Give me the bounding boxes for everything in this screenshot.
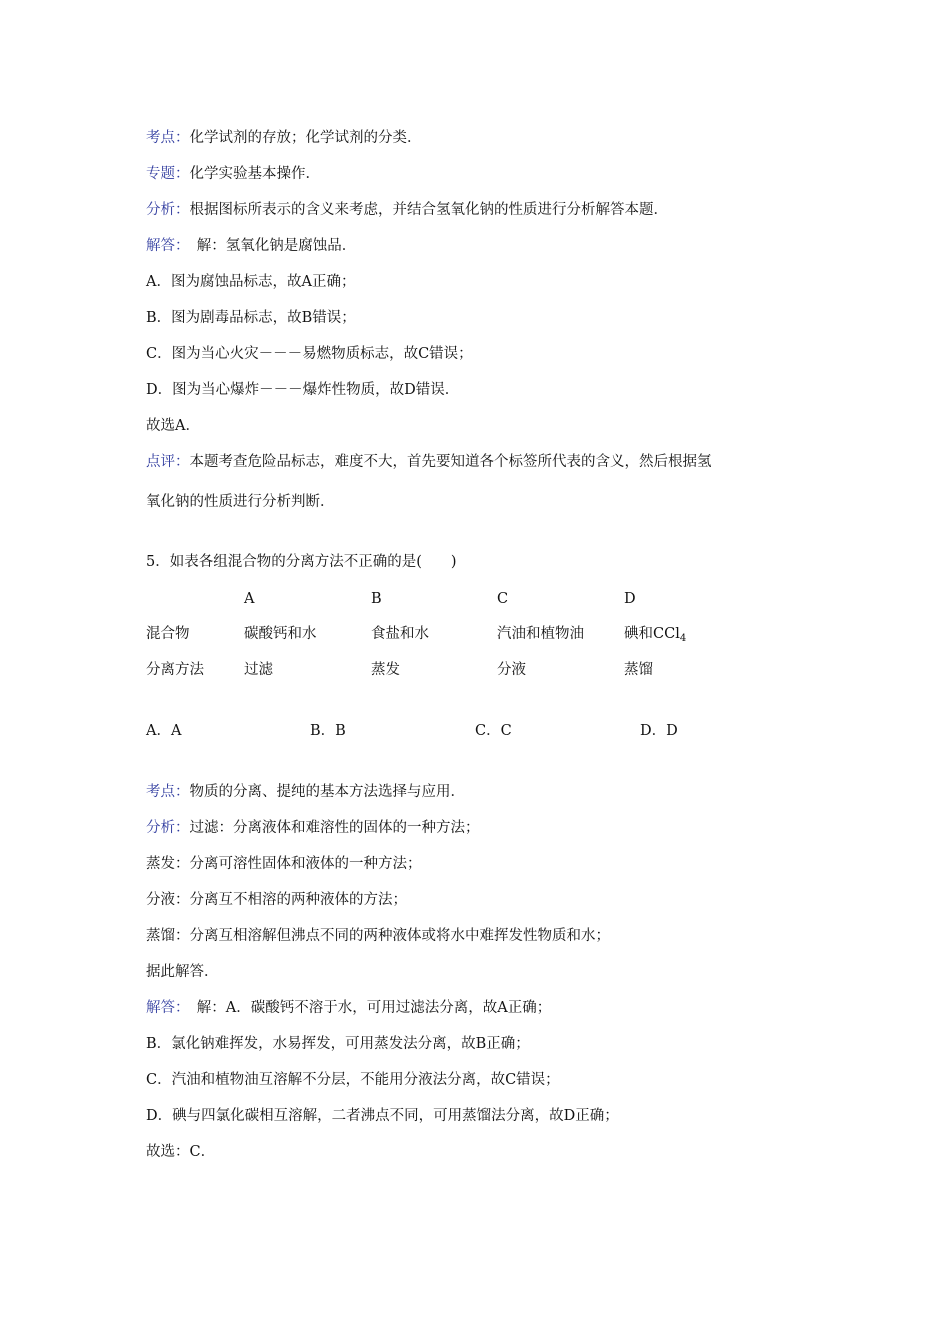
fenxi-text: 根据图标所表示的含义来考虑，并结合氢氧化钠的性质进行分析解答本题． [189, 202, 668, 218]
kaodian-text: 物质的分离、提纯的基本方法选择与应用． [189, 784, 465, 800]
dianping-text: 本题考查危险品标志，难度不大，首先要知道各个标签所代表的含义，然后根据氢 [189, 454, 712, 470]
table-cell: 过滤 [244, 662, 273, 678]
analysis-line: 蒸馏：分离互相溶解但沸点不同的两种液体或将水中难挥发性物质和水； [146, 928, 610, 944]
jieda-text: 解：A．碳酸钙不溶于水，可用过滤法分离，故A正确； [182, 1000, 552, 1016]
table-cell: 分液 [497, 662, 526, 678]
fenxi-label: 分析： [146, 202, 190, 218]
zhuanti-line [146, 164, 320, 184]
jieda-line [146, 236, 356, 256]
answer-line: C．汽油和植物油互溶解不分层，不能用分液法分离，故C错误； [146, 1072, 560, 1088]
answer-line: 故选：C． [146, 1144, 216, 1160]
table-cell: 汽油和植物油 [497, 626, 584, 642]
kaodian-label: 考点： [146, 784, 190, 800]
table-cell: 蒸发 [371, 662, 400, 678]
answer-line: B．氯化钠难挥发，水易挥发，可用蒸发法分离，故B正确； [146, 1036, 530, 1052]
analysis-line: 据此解答． [146, 964, 219, 980]
answer-line: A．图为腐蚀品标志，故A正确； [146, 274, 356, 290]
table-header-d: D [624, 591, 636, 607]
table-cell: 食盐和水 [371, 626, 429, 642]
zhuanti-text: 化学实验基本操作． [189, 166, 320, 182]
row-label-method: 分离方法 [146, 662, 204, 678]
answer-line: C．图为当心火灾－－－易燃物质标志，故C错误； [146, 346, 473, 362]
dianping-label: 点评： [146, 454, 190, 470]
answer-line: D．图为当心爆炸－－－爆炸性物质，故D错误． [146, 382, 460, 398]
table-header-a: A [244, 591, 255, 607]
fenxi-label: 分析： [146, 820, 190, 836]
jieda-label: 解答： [146, 238, 183, 254]
jieda-text: 解：氢氧化钠是腐蚀品． [182, 238, 357, 254]
subscript-4: 4 [679, 633, 687, 644]
table-header-c: C [497, 591, 509, 607]
option-b: B．B [310, 723, 346, 739]
table-cell: 碳酸钙和水 [244, 626, 317, 642]
jieda-line [146, 998, 551, 1018]
fenxi-line [146, 818, 480, 838]
kaodian-label: 考点： [146, 130, 190, 146]
table-cell: 蒸馏 [624, 662, 653, 678]
answer-line: B．图为剧毒品标志，故B错误； [146, 310, 356, 326]
answer-line: 故选A． [146, 418, 200, 434]
kaodian-text: 化学试剂的存放；化学试剂的分类． [189, 130, 422, 146]
option-c: C．C [475, 723, 512, 739]
analysis-line: 蒸发：分离可溶性固体和液体的一种方法； [146, 856, 422, 872]
jieda-label: 解答： [146, 1000, 183, 1016]
kaodian-line [146, 782, 465, 802]
kaodian-line [146, 128, 422, 148]
option-d: D．D [640, 723, 678, 739]
zhuanti-label: 专题： [146, 166, 190, 182]
dianping-line-2: 氧化钠的性质进行分析判断． [146, 494, 335, 510]
table-header-b: B [371, 591, 382, 607]
table-cell-iodine [624, 624, 686, 649]
dianping-line [146, 452, 712, 472]
question-stem: 5．如表各组混合物的分离方法不正确的是( ) [146, 554, 457, 570]
answer-line: D．碘与四氯化碳相互溶解，二者沸点不同，可用蒸馏法分离，故D正确； [146, 1108, 619, 1124]
fenxi-line [146, 200, 668, 220]
option-a: A．A [146, 723, 182, 739]
iodine-ccl-text: 碘和CCl [624, 626, 680, 642]
row-label-mixture: 混合物 [146, 626, 190, 642]
analysis-line: 分液：分离互不相溶的两种液体的方法； [146, 892, 407, 908]
fenxi-text: 过滤：分离液体和难溶性的固体的一种方法； [189, 820, 480, 836]
